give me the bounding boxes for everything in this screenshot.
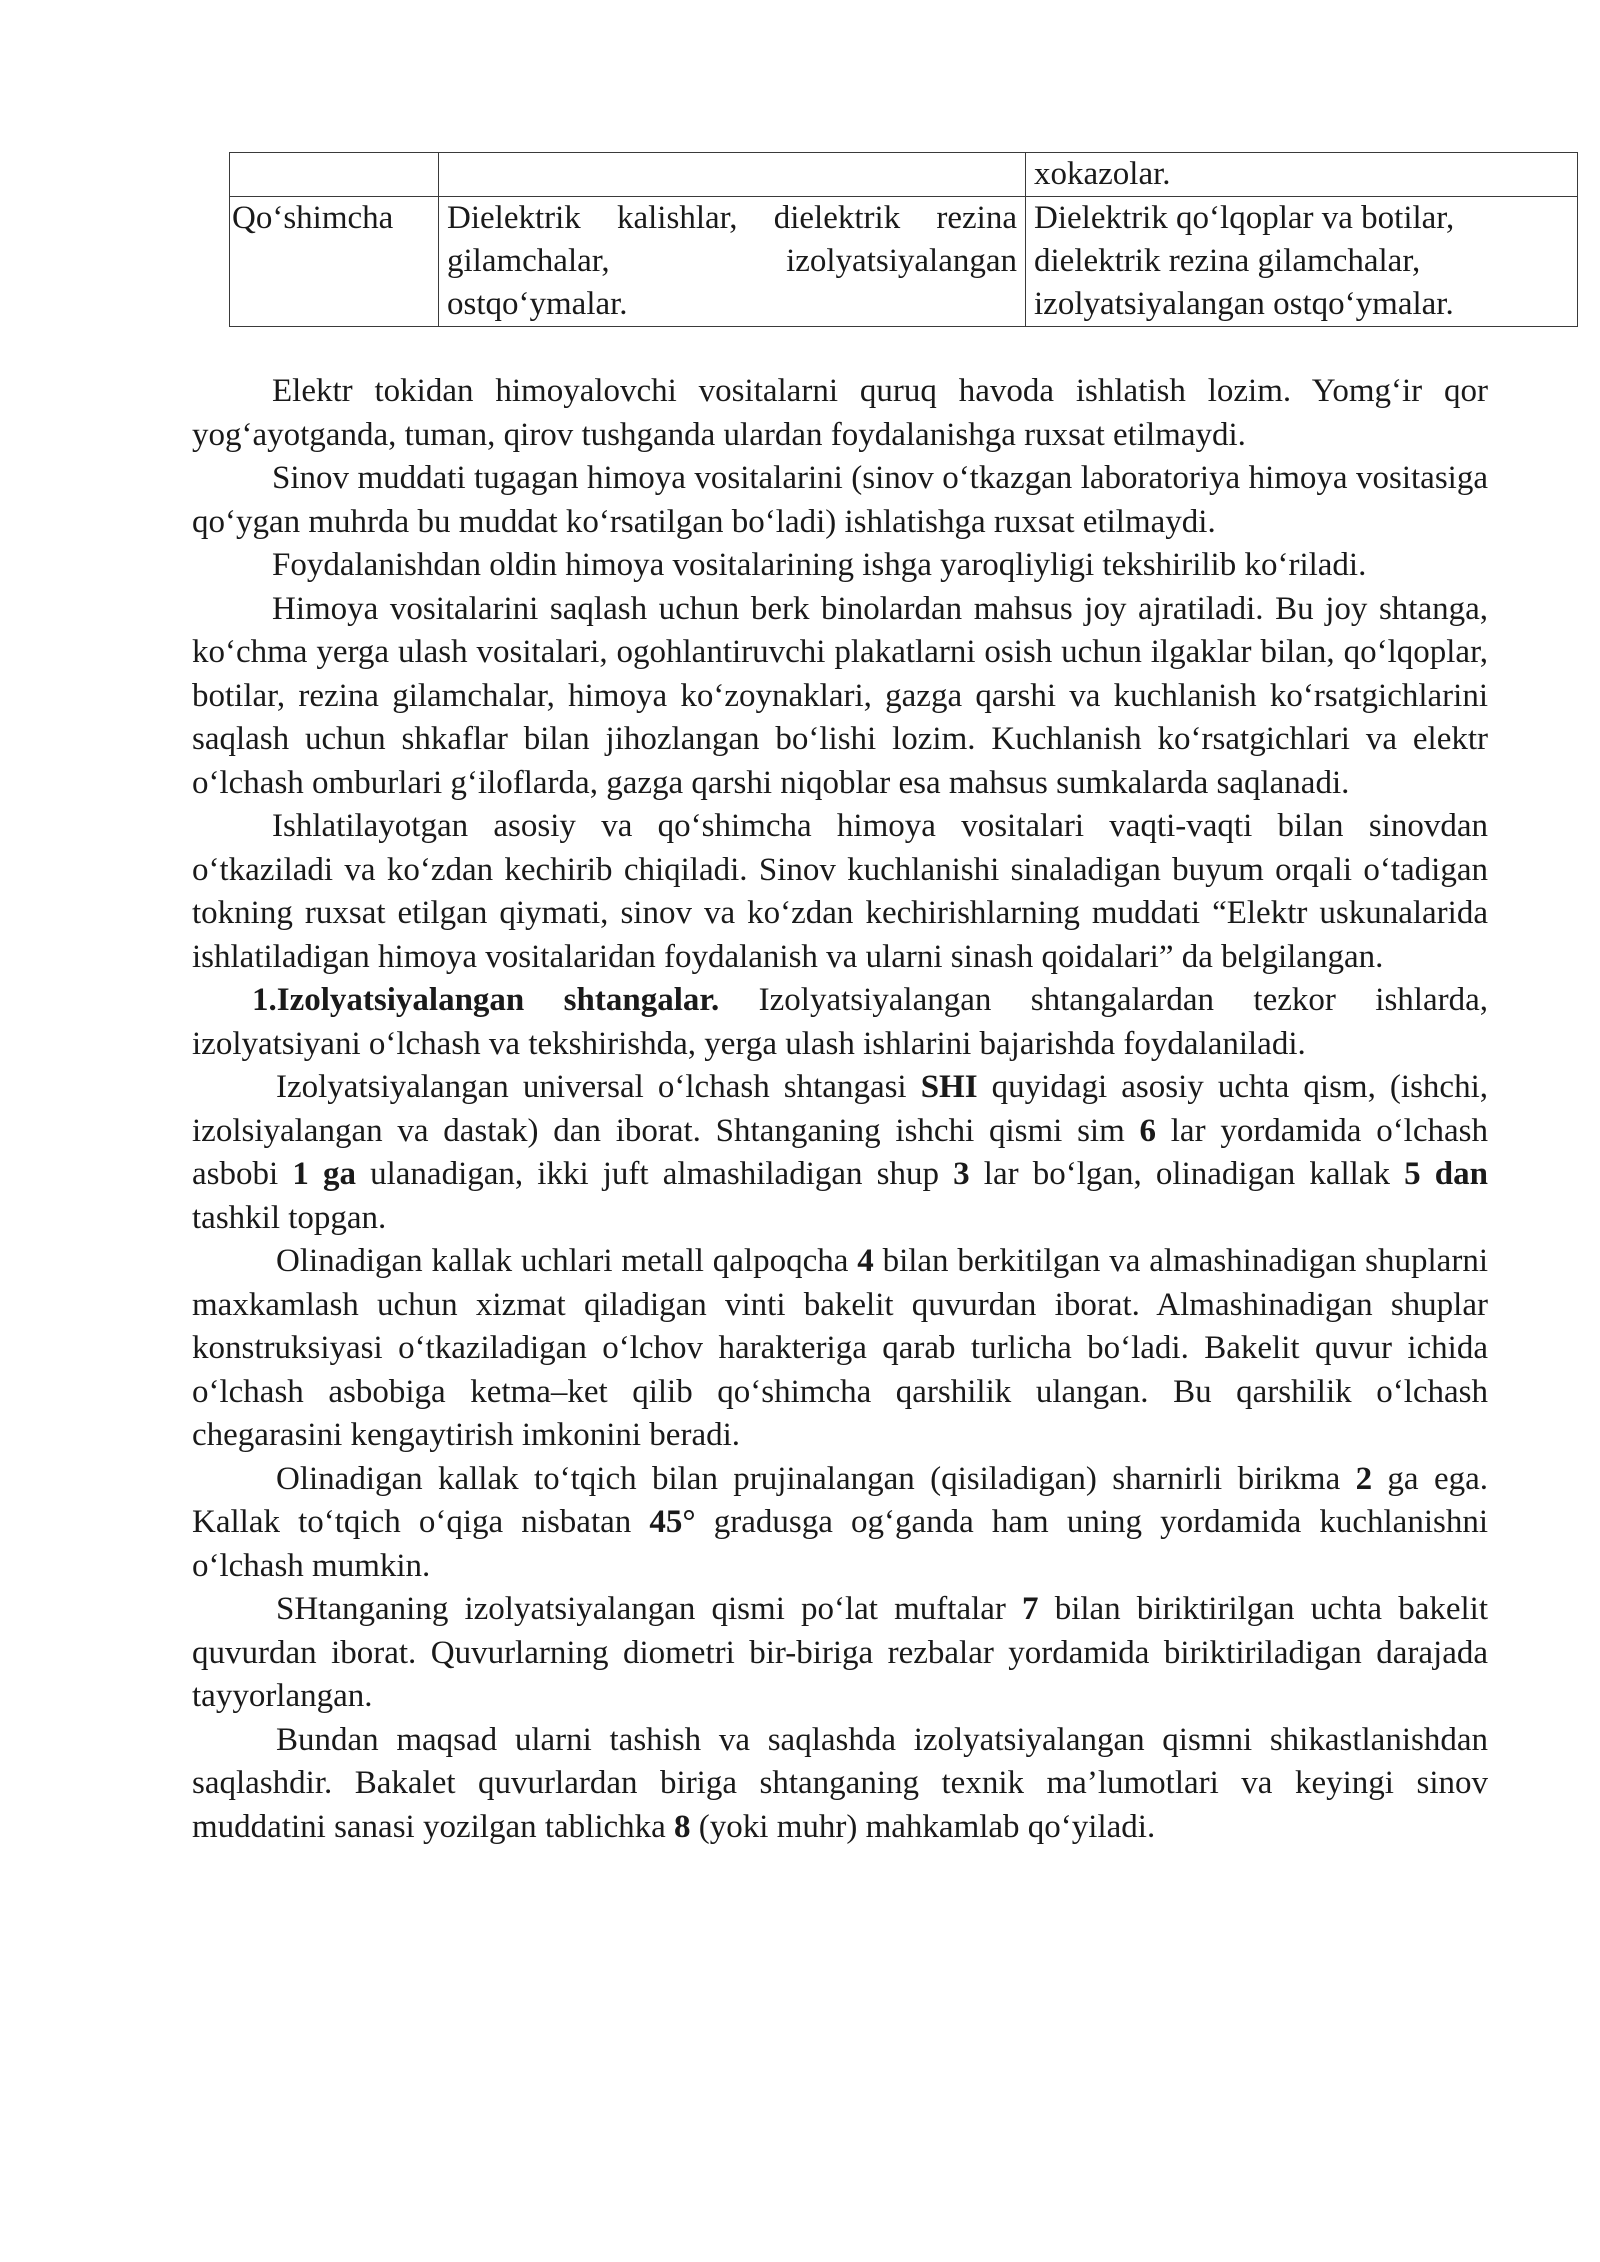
cell-line: izolyatsiyalangan ostqo‘ymalar. bbox=[1034, 286, 1454, 322]
cell-line: dielektrik rezina gilamchalar, bbox=[1034, 243, 1421, 279]
paragraph: Elektr tokidan himoyalovchi vositalarni quruq havoda ishlatish lozim. Yomg‘ir qor yog‘ayotganda, tuman, qirov tushganda ulardan foydalanishga ruxsat etilmaydi. bbox=[192, 373, 1488, 453]
paragraph: 1.Izolyatsiyalangan shtangalar. Izolyatsiyalangan shtangalardan tezkor ishlarda, izolyatsiyani o‘lchash va tekshirishda, yerga ulash ishlarini bajarishda foydalaniladi. bbox=[192, 982, 1488, 1062]
paragraph: Bundan maqsad ularni tashish va saqlashda izolyatsiyalangan qismni shikastlanishdan saqlashdir. Bakalet quvurlardan biriga shtanganing texnik ma’lumotlari va keyingi sinov muddatini sanasi yozilgan tablichka 8 (yoki muhr) mahkamlab qo‘yiladi. bbox=[192, 1721, 1488, 1845]
table-cell: xokazolar. bbox=[1026, 153, 1578, 197]
paragraph: Sinov muddati tugagan himoya vositalarini (sinov o‘tkazgan laboratoriya himoya vositasiga qo‘ygan muhrda bu muddat ko‘rsatilgan bo‘ladi) ishlatishga ruxsat etilmaydi. bbox=[192, 460, 1488, 540]
paragraph: Himoya vositalarini saqlash uchun berk binolardan mahsus joy ajratiladi. Bu joy shtanga, ko‘chma yerga ulash vositalari, ogohlantiruvchi plakatlarni osish uchun ilgaklar bilan, qo‘lqoplar, botilar, rezina gilamchalar, himoya ko‘zoynaklari, gazga qarshi va kuchlanish ko‘rsatgichlarini saqlash uchun shkaflar bilan jihozlangan bo‘lishi lozim. Kuchlanish ko‘rsatgichlari va elektr o‘lchash omburlari g‘iloflarda, gazga qarshi niqoblar esa mahsus sumkalarda saqlanadi. bbox=[192, 590, 1488, 801]
table-row bbox=[230, 153, 1578, 197]
table-cell bbox=[1026, 197, 1578, 327]
table-cell bbox=[230, 153, 439, 197]
table-cell bbox=[230, 197, 439, 327]
paragraph: Izolyatsiyalangan universal o‘lchash shtangasi SHI quyidagi asosiy uchta qism, (ishchi, izolsiyalangan va dastak) dan iborat. Shtanganing ishchi qismi sim 6 lar yordamida o‘lchash asbobi 1 ga ulanadigan, ikki juft almashiladigan shup 3 lar bo‘lgan, olinadigan kallak 5 dan tashkil topgan. bbox=[192, 1069, 1489, 1236]
table-row bbox=[230, 197, 1578, 327]
body-text bbox=[192, 370, 1488, 1849]
paragraph: SHtanganing izolyatsiyalangan qismi po‘lat muftalar 7 bilan biriktirilgan uchta bakelit quvurdan iborat. Quvurlarning diometri bir-biriga rezbalar yordamida biriktiriladigan darajada tayyorlangan. bbox=[192, 1591, 1488, 1714]
paragraph: Olinadigan kallak uchlari metall qalpoqcha 4 bilan berkitilgan va almashinadigan shuplarni maxkamlash uchun xizmat qiladigan vinti bakelit quvurdan iborat. Almashinadigan shuplar konstruksiyasi o‘tkaziladigan o‘lchov harakteriga qarab turlicha bo‘ladi. Bakelit quvur ichida o‘lchash asbobiga ketma–ket qilib qo‘shimcha qarshilik ulangan. Bu qarshilik o‘lchash chegarasini kengaytirish imkonini beradi. bbox=[192, 1243, 1488, 1453]
category-label: Qo‘shimcha bbox=[232, 200, 394, 236]
protective-equipment-table bbox=[229, 152, 1578, 327]
section-heading: 1.Izolyatsiyalangan shtangalar. bbox=[252, 982, 720, 1018]
table-cell bbox=[439, 153, 1026, 197]
paragraph: Olinadigan kallak to‘tqich bilan prujinalangan (qisiladigan) sharnirli birikma 2 ga ega. Kallak to‘tqich o‘qiga nisbatan 45° gradusga og‘ganda ham uning yordamida kuchlanishni o‘lchash mumkin. bbox=[192, 1460, 1488, 1584]
table-cell: Dielektrik kalishlar, dielektrik rezina gilamchalar, izolyatsiyalangan ostqo‘ymalar. bbox=[439, 197, 1026, 327]
cell-line: Dielektrik qo‘lqoplar va botilar, bbox=[1034, 200, 1455, 236]
paragraph: Foydalanishdan oldin himoya vositalarining ishga yaroqliyligi tekshirilib ko‘riladi. bbox=[272, 547, 1367, 583]
paragraph: Ishlatilayotgan asosiy va qo‘shimcha himoya vositalari vaqti-vaqti bilan sinovdan o‘tkaziladi va ko‘zdan kechirib chiqiladi. Sinov kuchlanishi sinaladigan buyum orqali o‘tadigan tokning ruxsat etilgan qiymati, sinov va ko‘zdan kechirishlarning muddati “Elektr uskunalarida ishlatiladigan himoya vositalaridan foydalanish va ularni sinash qoidalari” da belgilangan. bbox=[192, 808, 1488, 975]
